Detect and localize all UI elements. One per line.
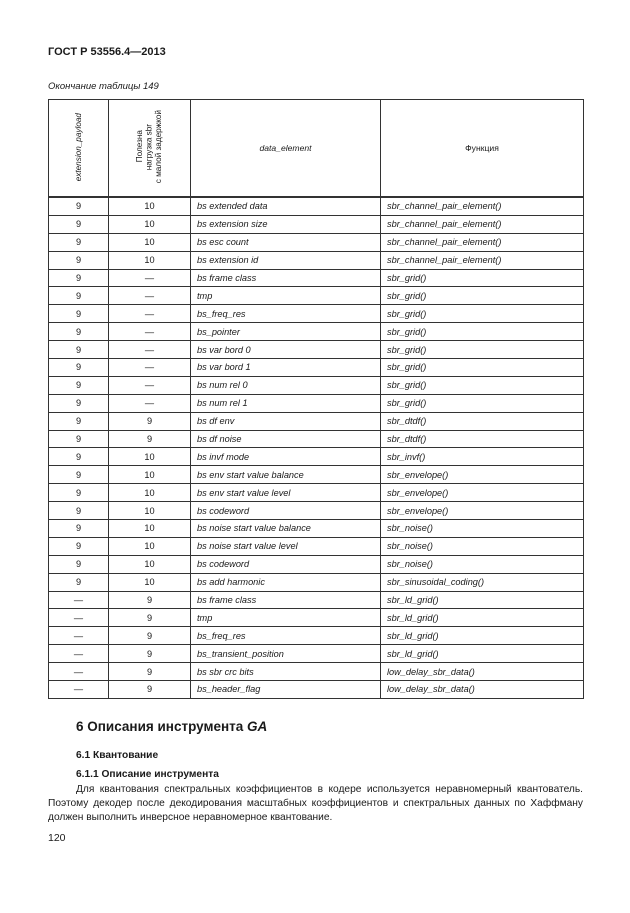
cell-data-element: bs var bord 1 xyxy=(191,359,381,377)
cell-extension-payload: 9 xyxy=(49,251,109,269)
cell-extension-payload: 9 xyxy=(49,412,109,430)
cell-function: sbr_noise() xyxy=(381,520,584,538)
table-body xyxy=(49,197,584,698)
cell-payload: 9 xyxy=(109,609,191,627)
cell-data-element: bs env start value level xyxy=(191,484,381,502)
cell-function: sbr_grid() xyxy=(381,359,584,377)
table-row xyxy=(49,502,584,520)
cell-payload: — xyxy=(109,394,191,412)
cell-payload: — xyxy=(109,376,191,394)
table-row xyxy=(49,323,584,341)
col-header-payload-line1: Полезна xyxy=(135,130,145,164)
cell-payload: 10 xyxy=(109,520,191,538)
cell-function: sbr_sinusoidal_coding() xyxy=(381,573,584,591)
col-header-function: Функция xyxy=(381,100,584,198)
table-row xyxy=(49,359,584,377)
table-row xyxy=(49,555,584,573)
cell-data-element: tmp xyxy=(191,609,381,627)
cell-payload: 10 xyxy=(109,537,191,555)
cell-extension-payload: 9 xyxy=(49,305,109,323)
cell-data-element: bs frame class xyxy=(191,591,381,609)
cell-data-element: bs_transient_position xyxy=(191,645,381,663)
table-row xyxy=(49,305,584,323)
cell-function: low_delay_sbr_data() xyxy=(381,663,584,681)
cell-payload: 10 xyxy=(109,233,191,251)
cell-extension-payload: 9 xyxy=(49,215,109,233)
cell-function: sbr_grid() xyxy=(381,269,584,287)
cell-payload: 10 xyxy=(109,466,191,484)
col-header-payload xyxy=(109,100,191,198)
cell-extension-payload: 9 xyxy=(49,197,109,215)
cell-data-element: bs esc count xyxy=(191,233,381,251)
cell-function: sbr_grid() xyxy=(381,341,584,359)
cell-function: sbr_channel_pair_element() xyxy=(381,197,584,215)
cell-extension-payload: 9 xyxy=(49,341,109,359)
cell-data-element: bs add harmonic xyxy=(191,573,381,591)
body-paragraph: Для квантования спектральных коэффициентов в кодере используется неравномерный квантователь. Поэтому декодер после декодирования масштабных коэффициентов и спектральных данных по Хаффману должен выполнить инверсное неравномерное квантование. xyxy=(48,784,583,823)
cell-function: sbr_noise() xyxy=(381,537,584,555)
cell-data-element: bs codeword xyxy=(191,502,381,520)
cell-payload: 10 xyxy=(109,484,191,502)
cell-function: sbr_channel_pair_element() xyxy=(381,233,584,251)
table-row xyxy=(49,430,584,448)
section-heading: 6 Описания инструмента GA xyxy=(76,719,268,734)
subsubsection-heading: 6.1.1 Описание инструмента xyxy=(76,769,219,780)
cell-payload: 10 xyxy=(109,215,191,233)
cell-extension-payload: 9 xyxy=(49,323,109,341)
table-row xyxy=(49,394,584,412)
cell-data-element: bs invf mode xyxy=(191,448,381,466)
cell-function: sbr_ld_grid() xyxy=(381,609,584,627)
cell-payload: 10 xyxy=(109,197,191,215)
cell-data-element: bs_freq_res xyxy=(191,305,381,323)
cell-extension-payload: — xyxy=(49,663,109,681)
cell-data-element: bs df noise xyxy=(191,430,381,448)
cell-payload: 9 xyxy=(109,412,191,430)
cell-payload: 10 xyxy=(109,555,191,573)
cell-function: sbr_ld_grid() xyxy=(381,627,584,645)
cell-extension-payload: 9 xyxy=(49,376,109,394)
cell-payload: — xyxy=(109,359,191,377)
cell-payload: — xyxy=(109,269,191,287)
table-row xyxy=(49,609,584,627)
cell-function: sbr_envelope() xyxy=(381,484,584,502)
cell-data-element: bs noise start value level xyxy=(191,537,381,555)
cell-payload: — xyxy=(109,287,191,305)
cell-extension-payload: 9 xyxy=(49,359,109,377)
cell-data-element: bs frame class xyxy=(191,269,381,287)
cell-function: sbr_grid() xyxy=(381,323,584,341)
col-header-data-element: data_element xyxy=(191,100,381,198)
cell-extension-payload: — xyxy=(49,609,109,627)
table-row xyxy=(49,484,584,502)
table-row xyxy=(49,233,584,251)
table-row xyxy=(49,573,584,591)
cell-data-element: bs sbr crc bits xyxy=(191,663,381,681)
cell-data-element: bs extended data xyxy=(191,197,381,215)
cell-extension-payload: 9 xyxy=(49,520,109,538)
page-number: 120 xyxy=(48,832,66,844)
table-row xyxy=(49,215,584,233)
cell-payload: 10 xyxy=(109,448,191,466)
cell-extension-payload: 9 xyxy=(49,573,109,591)
cell-data-element: tmp xyxy=(191,287,381,305)
cell-data-element: bs noise start value balance xyxy=(191,520,381,538)
cell-function: sbr_ld_grid() xyxy=(381,645,584,663)
data-table xyxy=(48,99,584,699)
document-header: ГОСТ Р 53556.4—2013 xyxy=(48,46,166,58)
cell-extension-payload: 9 xyxy=(49,430,109,448)
cell-data-element: bs_freq_res xyxy=(191,627,381,645)
cell-function: sbr_grid() xyxy=(381,305,584,323)
cell-payload: 9 xyxy=(109,681,191,699)
table-row xyxy=(49,537,584,555)
cell-data-element: bs_header_flag xyxy=(191,681,381,699)
cell-function: sbr_grid() xyxy=(381,287,584,305)
cell-payload: — xyxy=(109,305,191,323)
cell-payload: 9 xyxy=(109,627,191,645)
cell-function: sbr_invf() xyxy=(381,448,584,466)
cell-extension-payload: 9 xyxy=(49,448,109,466)
cell-extension-payload: — xyxy=(49,645,109,663)
cell-function: sbr_channel_pair_element() xyxy=(381,251,584,269)
cell-function: low_delay_sbr_data() xyxy=(381,681,584,699)
cell-payload: 9 xyxy=(109,430,191,448)
table-row xyxy=(49,448,584,466)
table-row xyxy=(49,197,584,215)
cell-function: sbr_dtdf() xyxy=(381,430,584,448)
cell-data-element: bs extension id xyxy=(191,251,381,269)
table-row xyxy=(49,269,584,287)
table-row xyxy=(49,287,584,305)
cell-extension-payload: 9 xyxy=(49,287,109,305)
cell-function: sbr_grid() xyxy=(381,394,584,412)
table-row xyxy=(49,663,584,681)
table-caption: Окончание таблицы 149 xyxy=(48,81,159,92)
cell-function: sbr_envelope() xyxy=(381,466,584,484)
cell-extension-payload: 9 xyxy=(49,537,109,555)
cell-data-element: bs_pointer xyxy=(191,323,381,341)
cell-data-element: bs env start value balance xyxy=(191,466,381,484)
cell-extension-payload: — xyxy=(49,627,109,645)
cell-extension-payload: — xyxy=(49,681,109,699)
cell-payload: 10 xyxy=(109,573,191,591)
cell-data-element: bs num rel 0 xyxy=(191,376,381,394)
cell-data-element: bs codeword xyxy=(191,555,381,573)
table-row xyxy=(49,681,584,699)
cell-function: sbr_noise() xyxy=(381,555,584,573)
cell-extension-payload: 9 xyxy=(49,484,109,502)
cell-data-element: bs df env xyxy=(191,412,381,430)
col-header-payload-line2: нагрузка sbr xyxy=(144,123,154,171)
table-row xyxy=(49,412,584,430)
cell-data-element: bs extension size xyxy=(191,215,381,233)
cell-function: sbr_dtdf() xyxy=(381,412,584,430)
cell-payload: — xyxy=(109,323,191,341)
cell-extension-payload: — xyxy=(49,591,109,609)
cell-payload: — xyxy=(109,341,191,359)
cell-function: sbr_grid() xyxy=(381,376,584,394)
table-row xyxy=(49,376,584,394)
cell-extension-payload: 9 xyxy=(49,555,109,573)
cell-extension-payload: 9 xyxy=(49,466,109,484)
col-header-payload-line3: с малой задержкой xyxy=(154,110,164,184)
cell-extension-payload: 9 xyxy=(49,269,109,287)
cell-payload: 9 xyxy=(109,645,191,663)
table-row xyxy=(49,341,584,359)
subsection-heading: 6.1 Квантование xyxy=(76,750,159,761)
cell-data-element: bs num rel 1 xyxy=(191,394,381,412)
cell-extension-payload: 9 xyxy=(49,233,109,251)
cell-function: sbr_channel_pair_element() xyxy=(381,215,584,233)
table-row xyxy=(49,520,584,538)
cell-payload: 10 xyxy=(109,502,191,520)
table-row xyxy=(49,466,584,484)
col-header-extension-payload: extension_payload xyxy=(49,100,109,198)
cell-extension-payload: 9 xyxy=(49,502,109,520)
cell-payload: 9 xyxy=(109,663,191,681)
table-row xyxy=(49,627,584,645)
cell-data-element: bs var bord 0 xyxy=(191,341,381,359)
cell-extension-payload: 9 xyxy=(49,394,109,412)
cell-payload: 10 xyxy=(109,251,191,269)
table-header-row xyxy=(49,100,584,198)
cell-payload: 9 xyxy=(109,591,191,609)
table-row xyxy=(49,591,584,609)
table-row xyxy=(49,251,584,269)
cell-function: sbr_ld_grid() xyxy=(381,591,584,609)
table-row xyxy=(49,645,584,663)
cell-function: sbr_envelope() xyxy=(381,502,584,520)
